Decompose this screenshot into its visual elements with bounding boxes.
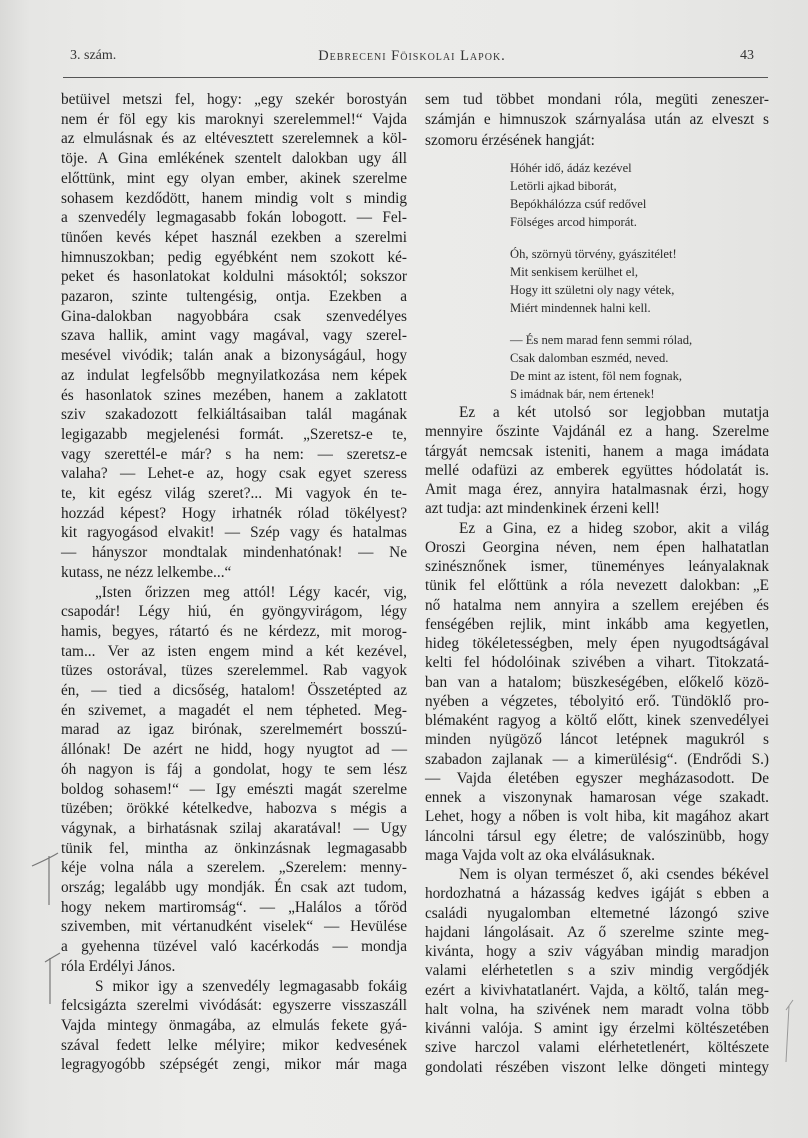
text-line: Lehet, hogy a nőben is volt hiba, kit magához akart (425, 808, 769, 826)
text-line: óh nagyon is fáj a gondolat, hogy te sem lész (61, 760, 407, 778)
text-line: minden nyügöző láncot letépnek magukról s (425, 731, 769, 749)
poem-line: Óh, szörnyü törvény, gyászitélet! (510, 247, 677, 261)
text-line: szive harczol valami elérhetetlenért, költészete (425, 1039, 769, 1057)
text-line: mennyire őszinte Vajdánál ez a hang. Szerelme (425, 423, 769, 441)
text-line: állónak! De azért ne hidd, hogy nyugtot ad — (61, 741, 407, 759)
text-line: szával fedett lelke mélyire; mikor kedvesének (61, 1036, 407, 1054)
text-line: ország; legalább ugy mondják. Én csak azt tudom, (61, 879, 407, 896)
text-line: a szenvedély legmagasabb fokán lobogott. — Fel- (61, 209, 407, 227)
text-line: mesével vivódik; talán anak a bizonyságául, hogy (61, 347, 407, 365)
poem-line: — És nem marad fenn semmi rólad, (510, 333, 693, 347)
header-rule (63, 77, 768, 78)
poem-line: Hóhér idő, ádáz kezével (510, 161, 632, 175)
text-line: betüivel metszi fel, hogy: „egy szekér borostyán (61, 91, 407, 108)
text-line: szinésznőnek ismer, tüneményes leányalaknak (425, 558, 769, 575)
text-line: tünik fel előttünk a róla nevezett dalokban: „E (425, 577, 769, 595)
text-line: hogy nekem martiromság“. — „Halálos a tőröd (61, 898, 407, 916)
text-line: S mikor igy a szenvedély legmagasabb fokáig (95, 977, 407, 995)
text-line: kutass, ne nézz lelkembe...“ (61, 563, 232, 581)
text-line: sohasem kezdődött, hanem mindig volt s mindig (61, 189, 407, 207)
text-line: fenségében rejlik, mint inkább ama kegyetlen, (425, 615, 769, 633)
text-line: nő hatalma nem annyira a szellem erejében és (425, 596, 769, 614)
text-line: Vajda mintegy önmagába, az elmulás fekete gyá- (61, 1016, 407, 1034)
text-line: valaha? — Lehet-e az, hogy csak egyet szeress (61, 465, 407, 483)
text-line: azt tudja: azt mindenkinek érzeni kell! (425, 500, 660, 518)
text-line: „Isten őrizzen meg attól! Légy kacér, vig, (95, 583, 407, 601)
text-line: ban van a hatalom; büszkeségében, előkelő közö- (425, 673, 769, 691)
text-line: szivemben, mit vértanudként viselek“ — Hevülése (61, 918, 407, 936)
text-line: láncolni társul egy életre; de valószinübb, hogy (425, 827, 769, 845)
text-line: szabadon zajlanak — a kimerülésig“. (Endrődi S.) (425, 750, 769, 768)
text-line: én szivemet, a magadét el nem tépheted. Meg- (61, 701, 407, 719)
text-line: peket és hasonlatokat koldulni másoktól; sokszor (61, 268, 407, 286)
pencil-line-mark (786, 1000, 793, 1062)
text-line: a gyehenna tüzével való kacérkodás — mondja (61, 938, 407, 956)
text-line: róla Erdélyi János. (61, 957, 176, 975)
text-line: hordozhatná a házasság kedves igáját s ebben a (425, 885, 769, 903)
text-line: maga Vajda volt az oka elválásuknak. (425, 846, 655, 864)
text-line: sziv szakadozott felkiáltásaiban talál magának (61, 406, 407, 424)
text-line: Gina-dalokban nagyobbára csak szenvedélyes (61, 307, 407, 325)
text-line: hozzád képest? Hogy irhatnék rólad tökélyest? (61, 504, 407, 522)
text-line: felcsigázta szerelmi vivódását: egyszerre visszaszáll (61, 997, 407, 1015)
poem-line: Mit senkisem kerülhet el, (510, 265, 639, 279)
text-line: mellé odafüzi az emberek együttes hódolatát is. (425, 461, 769, 479)
text-line: gondolati részében viszont lelke döngeti mintegy (425, 1058, 769, 1076)
text-line: családi nyugalomban eltemetné lázongó szive (425, 904, 769, 922)
text-line: ezért a kivivhatatlanért. Vajda, a költő, talán meg- (425, 981, 769, 999)
text-line: legragyogóbb szépségét zengi, mikor már maga (61, 1056, 407, 1074)
text-line: szava hallik, amint vagy magával, vagy szerel- (61, 327, 407, 345)
text-line: — hányszor mondtalak mindenhatónak! — Ne (61, 544, 407, 562)
text-line: vagy szerettél-e már? s ha nem: — szeretsz-e (61, 445, 407, 463)
text-line: én, — tied a dicsőség, hatalom! Összetépted az (61, 682, 407, 699)
text-line: az indulat legfelsőbb megnyilatkozása nem képek (61, 366, 407, 384)
text-line: kéje volna nála a szerelem. „Szerelem: menny- (61, 859, 407, 877)
text-line: kivánta, hogy a sziv vágyában mindig maradjon (425, 943, 769, 960)
poem-line: Bepókhálózza csúf redővel (510, 197, 647, 211)
text-line: himnuszokban; pedig egyébként nem szokott ké- (61, 248, 407, 266)
page-number: 43 (740, 48, 754, 63)
text-line: és hasonlatok szines mezében, hanem a zaklatott (61, 386, 407, 404)
text-line: sem tud többet mondani róla, megüti zeneszer- (425, 91, 769, 108)
pencil-bracket-mark (32, 853, 58, 905)
text-line: kit ragyogásod elvakit! — Szép vagy és hatalmas (61, 524, 407, 542)
text-line: az elmulásnak és az eltévesztett szerelemnek a köl- (61, 130, 407, 148)
text-line: halt volna, ha szivének nem maradt volna több (425, 1000, 769, 1018)
text-line: nyében a végzetes, tébolyitó erő. Tündöklő pro- (425, 692, 769, 710)
poem-line: Csak dalomban eszméd, neved. (510, 351, 669, 365)
poem-line: Fölséges arcod himporát. (510, 215, 637, 229)
text-line: hajdani lángolásait. Az ő szerelme szinte meg- (425, 923, 769, 941)
text-line: — Vajda életében egyszer megházasodott. De (425, 769, 769, 787)
text-line: nem ér föl egy kis maroknyi szerelemmel!“ Vajda (61, 110, 407, 128)
journal-title: Debreceni Föiskolai Lapok. (318, 48, 506, 64)
text-line: Nem is olyan természet ő, aki csendes békével (459, 866, 769, 883)
text-line: marad az igaz birónak, szerelmemért bosszú- (61, 721, 407, 739)
poem-line: S imádnak bár, nem értenek! (510, 387, 655, 401)
text-line: tárgyát nemcsak isteniti, hanem a maga imádata (425, 442, 769, 460)
issue-number: 3. szám. (70, 48, 117, 63)
text-line: tünően kevés képet használ ezekben a szerelmi (61, 228, 407, 246)
text-line: vágynak, a birhatásnak szilaj akaratával! — Ugy (61, 819, 407, 837)
text-line: Ez a Gina, ez a hideg szobor, akit a világ (459, 519, 769, 537)
text-line: pazaron, szinte tultengésig, ontja. Ezekben a (61, 288, 407, 305)
text-line: Oroszi Georgina néven, nem épen halhatatlan (425, 538, 769, 556)
text-line: csapodár! Légy hiú, én gyöngyvirágom, légy (61, 603, 407, 621)
poem-line: Letörli ajkad biborát, (510, 179, 617, 193)
text-line: hideg tökéletességben, mely épen nyugodtságával (425, 635, 769, 652)
text-line: valami elérhetetlen s a sziv mindig vergődjék (425, 962, 769, 980)
text-line: kivánni valója. S amint igy érzelmi költészetében (425, 1020, 769, 1037)
text-line: kelti fel hódolóinak szivében a vihart. Titokzatá- (425, 654, 769, 672)
text-line: tünik fel, mintha az önkinzásnak legmagasabb (61, 839, 407, 857)
text-line: ennek a viszonynak hamarosan vége szakadt. (425, 789, 769, 806)
text-line: számján e himnuszok szárnyalása után az elveszt s (425, 111, 769, 129)
text-line: Ez a két utolsó sor legjobban mutatja (459, 404, 769, 421)
text-line: boldog sohasem!“ — Igy emészti magát szerelme (61, 780, 407, 798)
poem-line: Hogy itt születni oly nagy vétek, (510, 283, 675, 297)
text-line: hamis, begyes, rátartó és ne kérdezz, mit morog- (61, 622, 407, 640)
text-line: legigazabb megjelenési formát. „Szeretsz-e te, (61, 425, 407, 443)
text-line: szomoru érzésének hangját: (425, 131, 595, 149)
text-line: te, kit egész világ szeret?... Mi vagyok én te- (61, 485, 407, 502)
text-line: tüzes ostorával, tüzes szerelemmel. Rab vagyok (61, 662, 407, 680)
poem-line: De mint az istent, föl nem fognak, (510, 369, 683, 383)
text-line: tam... Ver az isten engem mind a két kezével, (61, 642, 407, 660)
text-line: töje. A Gina emlékének szentelt dalokban ugy áll (61, 150, 407, 168)
text-line: blémaként ragyog a költő előtt, kinek szenvedélyei (425, 712, 769, 729)
text-line: előttünk, mint egy olyan ember, akinek szerelme (61, 169, 407, 187)
text-line: tüzében; örökké kételkedve, habozva s mégis a (61, 800, 407, 818)
poem-line: Miért mindennek halni kell. (510, 301, 651, 315)
pencil-bracket-mark (45, 953, 60, 1004)
text-line: Amit maga érez, annyira hatalmasnak érzi, hogy (425, 481, 769, 498)
